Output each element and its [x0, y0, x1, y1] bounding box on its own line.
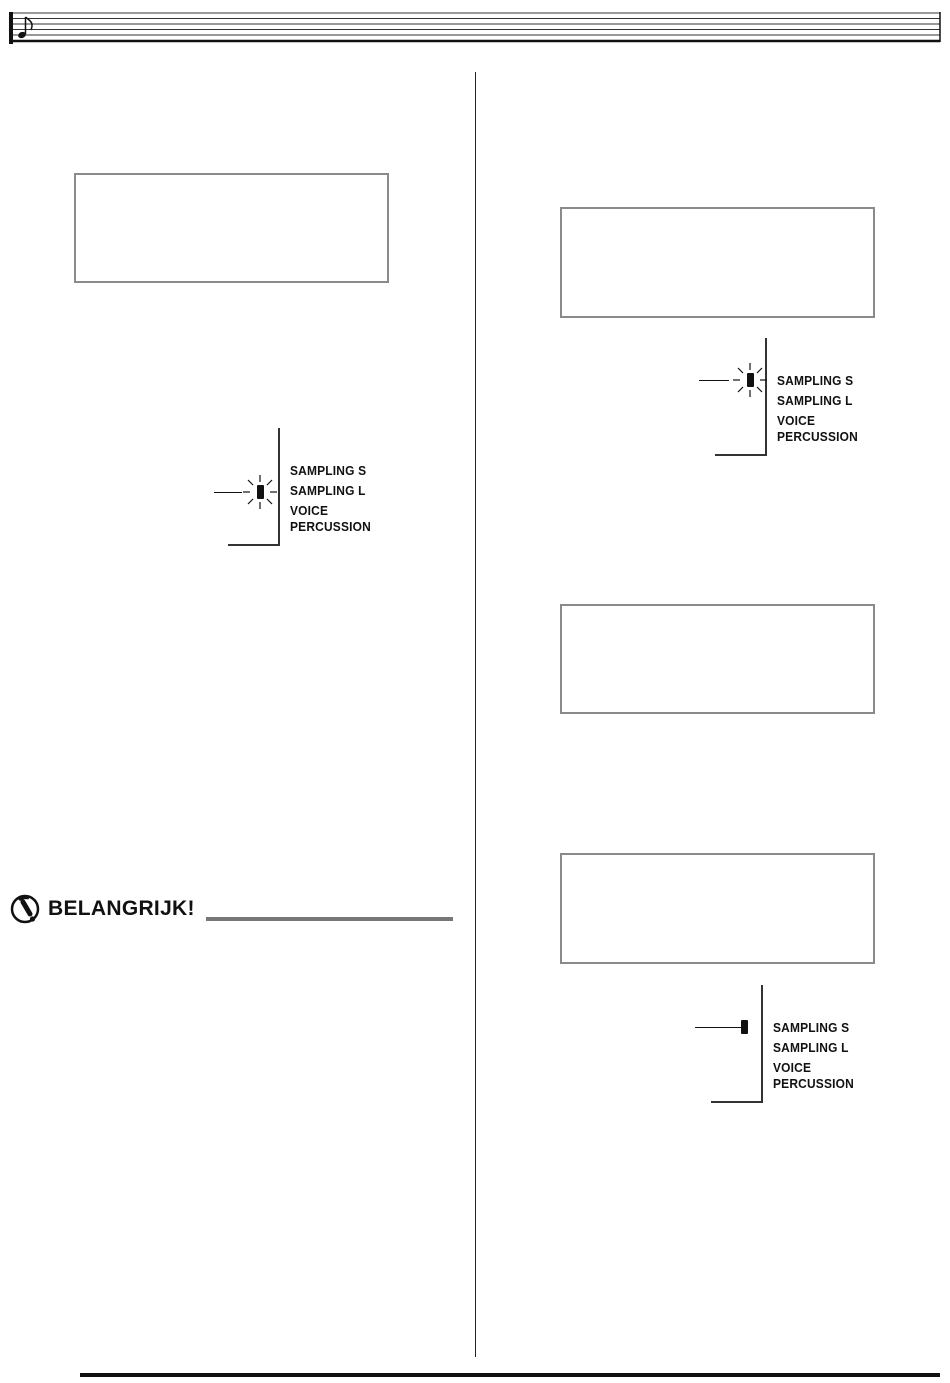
lcd-display-1: [74, 173, 389, 283]
label-voice: VOICE: [773, 1060, 812, 1075]
mode-indicator-right-bottom: [693, 985, 863, 1105]
indicator-marker: [747, 373, 754, 387]
footer-rule: [80, 1373, 940, 1377]
music-note-icon: [17, 17, 32, 39]
label-sampling-s: SAMPLING S: [290, 463, 367, 478]
important-title: BELANGRIJK!: [48, 897, 195, 920]
label-percussion: PERCUSSION: [290, 519, 371, 534]
lcd-display-4: [560, 853, 875, 964]
mode-indicator-left: [210, 428, 380, 548]
label-percussion: PERCUSSION: [777, 429, 858, 444]
label-sampling-s: SAMPLING S: [777, 373, 854, 388]
label-sampling-l: SAMPLING L: [290, 483, 366, 498]
indicator-marker: [257, 485, 264, 499]
label-sampling-l: SAMPLING L: [777, 393, 853, 408]
header-staff: [0, 0, 950, 60]
label-percussion: PERCUSSION: [773, 1076, 854, 1091]
important-rule: [206, 917, 453, 921]
exclamation-icon: [10, 893, 44, 927]
label-voice: VOICE: [777, 413, 816, 428]
indicator-pointer-line: [214, 492, 242, 493]
indicator-pointer-line: [695, 1027, 741, 1028]
important-heading: [10, 893, 454, 927]
lcd-display-2: [560, 207, 875, 318]
indicator-marker: [741, 1020, 748, 1034]
label-sampling-l: SAMPLING L: [773, 1040, 849, 1055]
label-sampling-s: SAMPLING S: [773, 1020, 850, 1035]
mode-indicator-right-top: [697, 338, 867, 458]
lcd-display-3: [560, 604, 875, 714]
indicator-pointer-line: [699, 380, 729, 381]
label-voice: VOICE: [290, 503, 329, 518]
column-divider: [475, 72, 476, 1357]
